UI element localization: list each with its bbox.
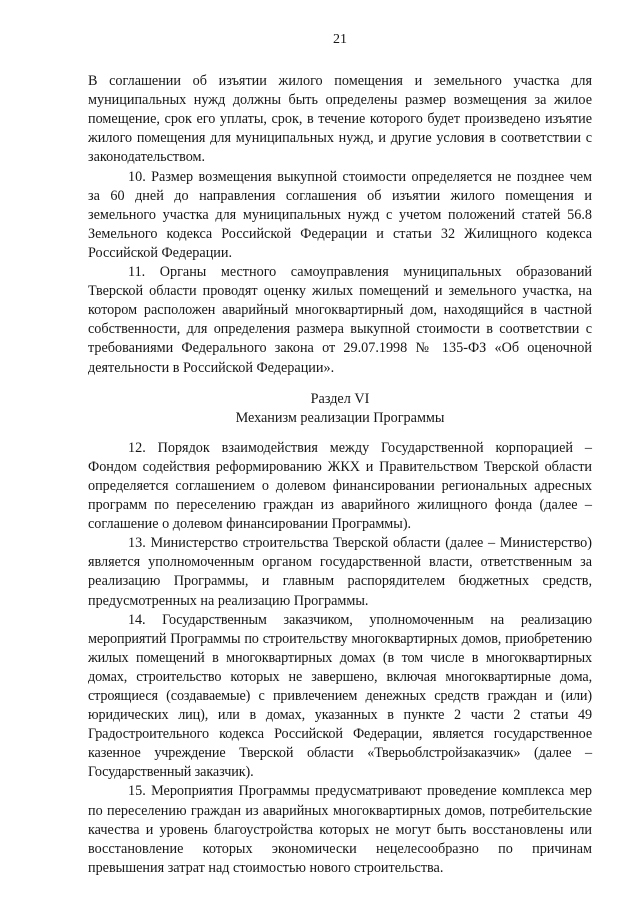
page-number: 21 (333, 32, 347, 47)
paragraph-13: 13. Министерство строительства Тверской области (далее – Министерство) является уполномоченным органом государственной власти, ответственным за реализацию Программы, и главным распорядителем бюджетных средств, предусмотренных на реализацию Программы. (88, 535, 592, 609)
paragraph-14: 14. Государственным заказчиком, уполномоченным на реализацию мероприятий Программы по строительству многоквартирных домов, приобретению жилых помещений в многоквартирных домах (в том числе в многоквартирных домах, строительство которых не завершено, включая многоквартирные дома, строящиеся (создаваемые) с привлечением денежных средств граждан и (или) юридических лиц), или в домах, указанных в пункте 2 части 2 статьи 49 Градостроительного кодекса Российской Федерации, является государственное казенное учреждение Тверской области «Тверьоблстройзаказчик» (далее – Государственный заказчик). (88, 611, 592, 781)
section-number: Раздел VI (310, 390, 370, 407)
paragraph-15: 15. Мероприятия Программы предусматривают проведение комплекса мер по переселению граждан из аварийных многоквартирных домов, потребительские качества и уровень благоустройства которых не могут быть восстановлены или восстановление которых экономически нецелесообразно по причинам превышения затрат над стоимостью нового строительства. (88, 783, 592, 876)
section-heading (88, 390, 592, 428)
document-page (88, 30, 592, 878)
paragraph-10: 10. Размер возмещения выкупной стоимости определяется не позднее чем за 60 дней до направления соглашения об изъятии жилого помещения и земельного участка для муниципальных нужд с учетом положений статей 56.8 Земельного кодекса Российской Федерации и статьи 32 Жилищного кодекса Российской Федерации. (88, 168, 592, 261)
paragraph-continuation: В соглашении об изъятии жилого помещения и земельного участка для муниципальных нужд должны быть определены размер возмещения за жилое помещение, срок его уплаты, срок, в течение которого будет произведено изъятие жилого помещения для муниципальных нужд, и другие условия в соответствии с законодательством. (88, 73, 592, 166)
paragraph-12: 12. Порядок взаимодействия между Государственной корпорацией – Фондом содействия реформированию ЖКХ и Правительством Тверской области определяется соглашением о долевом финансировании региональных адресных программ по переселению граждан из аварийного жилищного фонда (далее – соглашение о долевом финансировании Программы). (88, 439, 592, 533)
section-title: Механизм реализации Программы (235, 409, 445, 426)
paragraph-11: 11. Органы местного самоуправления муниципальных образований Тверской области проводят оценку жилых помещений и земельного участка, на котором расположен аварийный многоквартирный дом, находящийся в частной собственности, для определения размера выкупной стоимости в соответствии с требованиями Федерального закона от 29.07.1998 № 135-ФЗ «Об оценочной деятельности в Российской Федерации». (88, 264, 592, 376)
